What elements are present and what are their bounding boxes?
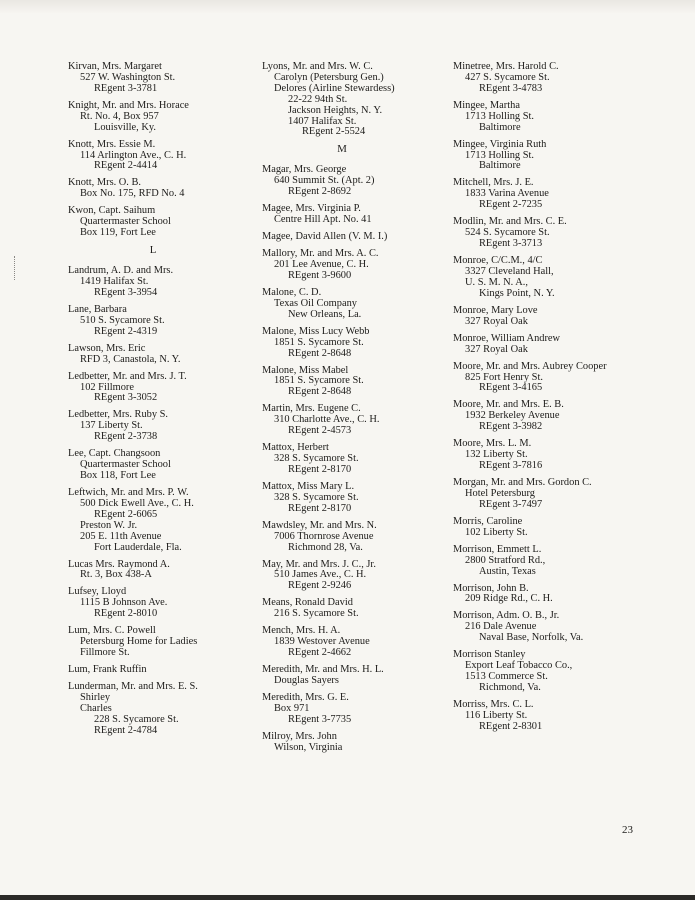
- entry-name: Mattox, Herbert: [262, 442, 329, 454]
- entry-detail-line: REgent 2-7235: [479, 199, 543, 211]
- entry-detail-line: 510 James Ave., C. H.: [274, 569, 367, 581]
- entry-detail-line: Box No. 175, RFD No. 4: [80, 188, 185, 200]
- entry-detail-line: 228 S. Sycamore St.: [94, 713, 179, 725]
- entry-name: Meredith, Mrs. G. E.: [262, 692, 349, 703]
- entry-detail-line: Louisville, Ky.: [94, 121, 156, 133]
- entry-detail-line: REgent 3-3954: [94, 286, 158, 298]
- directory-entry: [68, 206, 258, 239]
- entry-detail-line: REgent 3-4783: [479, 82, 543, 94]
- entry-detail-line: Carolyn (Petersburg Gen.): [274, 71, 384, 83]
- directory-entry: [68, 410, 258, 443]
- entry-detail-line: REgent 2-4319: [94, 325, 158, 337]
- directory-entry: [68, 344, 258, 366]
- directory-entry: [262, 521, 452, 554]
- entry-name: Mitchell, Mrs. J. E.: [453, 177, 534, 189]
- entry-detail-line: 1419 Halifax St.: [80, 275, 149, 287]
- entry-detail-line: REgent 2-8170: [288, 502, 352, 514]
- directory-entry: [453, 306, 653, 328]
- entry-detail-line: 1932 Berkeley Avenue: [465, 410, 560, 422]
- entry-name: Knott, Mrs. Essie M.: [68, 138, 156, 150]
- entry-detail-line: Richmond, Va.: [479, 682, 541, 693]
- entry-detail-line: 327 Royal Oak: [465, 343, 528, 355]
- entry-detail-line: REgent 2-4784: [94, 724, 158, 736]
- directory-entry: [68, 140, 258, 173]
- entry-name: Moore, Mr. and Mrs. E. B.: [453, 399, 564, 411]
- entry-detail-line: 327 Royal Oak: [465, 315, 528, 327]
- directory-entry: [453, 545, 653, 578]
- entry-name: Malone, Miss Mabel: [262, 364, 349, 376]
- directory-entry: [68, 626, 258, 659]
- directory-entry: [68, 266, 258, 299]
- entry-name: Magee, Mrs. Virginia P.: [262, 203, 361, 215]
- entry-name: Moore, Mr. and Mrs. Aubrey Cooper: [453, 360, 607, 372]
- entry-name: Mingee, Virginia Ruth: [453, 138, 547, 150]
- directory-entry: [68, 372, 258, 405]
- entry-detail-line: 1713 Holling St.: [465, 110, 534, 122]
- entry-detail-line: 1851 S. Sycamore St.: [274, 336, 364, 348]
- entry-detail-line: Preston W. Jr.: [80, 519, 138, 531]
- directory-entry: [453, 584, 653, 606]
- directory-entry: [68, 449, 258, 482]
- entry-name: Mattox, Miss Mary L.: [262, 480, 355, 492]
- directory-entry: [68, 101, 258, 134]
- entry-detail-line: REgent 3-7735: [288, 713, 352, 725]
- entry-name: Kwon, Capt. Saihum: [68, 205, 156, 217]
- entry-name: Morrison, Emmett L.: [453, 543, 542, 555]
- entry-name: Lufsey, Lloyd: [68, 586, 127, 598]
- directory-entry: [262, 204, 452, 226]
- scan-bottom-edge: [0, 895, 695, 900]
- entry-name: Ledbetter, Mr. and Mrs. J. T.: [68, 370, 187, 382]
- entry-detail-line: Shirley: [80, 692, 111, 703]
- entry-detail-line: Austin, Texas: [479, 565, 536, 577]
- directory-entry: [453, 62, 653, 95]
- entry-detail-line: REgent 2-5524: [302, 126, 366, 138]
- directory-entry: [262, 327, 452, 360]
- directory-entry: [453, 650, 653, 694]
- entry-name: Morris, Caroline: [453, 515, 523, 527]
- entry-detail-line: Box 118, Fort Lee: [80, 470, 156, 482]
- entry-detail-line: 132 Liberty St.: [465, 449, 528, 461]
- directory-entry: [262, 626, 452, 659]
- entry-detail-line: 216 Dale Avenue: [465, 621, 537, 633]
- entry-detail-line: Texas Oil Company: [274, 297, 357, 309]
- directory-entry: [453, 611, 653, 644]
- directory-entry: [453, 217, 653, 250]
- entry-name: Mallory, Mr. and Mrs. A. C.: [262, 248, 379, 260]
- entry-name: Mench, Mrs. H. A.: [262, 625, 341, 637]
- directory-entry: [68, 488, 258, 553]
- entry-name: Morrison, Adm. O. B., Jr.: [453, 610, 560, 622]
- entry-detail-line: 209 Ridge Rd., C. H.: [465, 593, 553, 605]
- scan-top-shading: [0, 0, 695, 14]
- entry-name: Lyons, Mr. and Mrs. W. C.: [262, 61, 373, 72]
- entry-name: Modlin, Mr. and Mrs. C. E.: [453, 216, 567, 228]
- entry-detail-line: 328 S. Sycamore St.: [274, 453, 359, 465]
- directory-entry: [68, 587, 258, 620]
- directory-entry: [453, 362, 653, 395]
- entry-detail-line: REgent 2-8648: [288, 347, 352, 359]
- entry-detail-line: Richmond 28, Va.: [288, 541, 363, 553]
- entry-detail-line: Petersburg Home for Ladies: [80, 636, 198, 648]
- entry-detail-line: Fillmore St.: [80, 647, 130, 659]
- entry-name: Lum, Mrs. C. Powell: [68, 625, 156, 637]
- directory-entry: [262, 560, 452, 593]
- entry-name: Malone, Miss Lucy Webb: [262, 325, 370, 337]
- entry-name: Magar, Mrs. George: [262, 164, 347, 176]
- entry-detail-line: 114 Arlington Ave., C. H.: [80, 149, 187, 161]
- entry-detail-line: 2800 Stratford Rd.,: [465, 554, 546, 566]
- entry-detail-line: 205 E. 11th Avenue: [80, 530, 162, 542]
- directory-entry: [453, 178, 653, 211]
- entry-name: Mawdsley, Mr. and Mrs. N.: [262, 519, 377, 531]
- page-number: 23: [622, 824, 633, 836]
- entry-detail-line: Jackson Heights, N. Y.: [288, 104, 383, 116]
- entry-name: Monroe, Mary Love: [453, 304, 538, 316]
- entry-name: Kirvan, Mrs. Margaret: [68, 61, 162, 72]
- entry-name: Ledbetter, Mrs. Ruby S.: [68, 409, 169, 421]
- margin-mark: [14, 256, 17, 280]
- entry-detail-line: 22-22 94th St.: [288, 93, 348, 105]
- entry-name: Minetree, Mrs. Harold C.: [453, 61, 559, 72]
- directory-entry: [68, 178, 258, 200]
- entry-detail-line: REgent 3-9600: [288, 269, 352, 281]
- directory-entry: [453, 101, 653, 134]
- entry-detail-line: 1839 Westover Avenue: [274, 636, 370, 648]
- entry-name: Lunderman, Mr. and Mrs. E. S.: [68, 681, 198, 693]
- entry-name: Lane, Barbara: [68, 303, 127, 315]
- entry-detail-line: REgent 3-3713: [479, 238, 543, 250]
- entry-name: Leftwich, Mr. and Mrs. P. W.: [68, 487, 189, 499]
- directory-entry: [68, 560, 258, 582]
- entry-name: Lawson, Mrs. Eric: [68, 342, 146, 354]
- entry-detail-line: Box 971: [274, 702, 310, 714]
- entry-detail-line: 1833 Varina Avenue: [465, 188, 549, 200]
- entry-detail-line: REgent 3-7497: [479, 498, 543, 510]
- directory-column-2: [262, 62, 452, 760]
- directory-entry: [262, 62, 452, 138]
- entry-detail-line: Hotel Petersburg: [465, 487, 535, 499]
- entry-detail-line: Fort Lauderdale, Fla.: [94, 541, 182, 553]
- entry-detail-line: Wilson, Virginia: [274, 741, 343, 753]
- entry-detail-line: Naval Base, Norfolk, Va.: [479, 632, 584, 644]
- entry-detail-line: Rt. 3, Box 438-A: [80, 569, 152, 581]
- entry-detail-line: 427 S. Sycamore St.: [465, 71, 550, 83]
- directory-entry: [262, 366, 452, 399]
- directory-entry: [453, 334, 653, 356]
- directory-column-1: [68, 62, 258, 743]
- entry-name: Milroy, Mrs. John: [262, 730, 337, 742]
- entry-detail-line: 102 Fillmore: [80, 381, 134, 393]
- entry-detail-line: 1407 Halifax St.: [288, 115, 357, 127]
- entry-detail-line: 201 Lee Avenue, C. H.: [274, 258, 369, 270]
- entry-name: Morriss, Mrs. C. L.: [453, 699, 534, 710]
- entry-detail-line: 640 Summit St. (Apt. 2): [274, 175, 375, 187]
- entry-detail-line: 116 Liberty St.: [465, 709, 528, 721]
- entry-detail-line: Baltimore: [479, 160, 521, 172]
- entry-detail-line: REgent 2-9246: [288, 580, 352, 592]
- entry-detail-line: 1513 Commerce St.: [465, 671, 548, 683]
- entry-detail-line: Box 119, Fort Lee: [80, 227, 156, 239]
- entry-detail-line: Charles: [80, 702, 112, 714]
- entry-detail-line: 1115 B Johnson Ave.: [80, 597, 168, 609]
- entry-detail-line: 137 Liberty St.: [80, 420, 143, 432]
- entry-detail-line: Delores (Airline Stewardess): [274, 82, 395, 94]
- entry-detail-line: REgent 2-4414: [94, 160, 158, 172]
- entry-name: Mingee, Martha: [453, 99, 520, 111]
- entry-detail-line: Baltimore: [479, 121, 521, 133]
- entry-name: Martin, Mrs. Eugene C.: [262, 403, 361, 415]
- entry-name: Magee, David Allen (V. M. I.): [262, 231, 388, 243]
- entry-detail-line: RFD 3, Canastola, N. Y.: [80, 353, 181, 365]
- entry-detail-line: REgent 2-4573: [288, 425, 352, 437]
- entry-detail-line: 7006 Thornrose Avenue: [274, 530, 374, 542]
- entry-name: Meredith, Mr. and Mrs. H. L.: [262, 664, 384, 676]
- directory-column-3: [453, 62, 653, 739]
- entry-detail-line: 102 Liberty St.: [465, 526, 528, 538]
- entry-detail-line: 3327 Cleveland Hall,: [465, 265, 554, 277]
- entry-detail-line: U. S. M. N. A.,: [465, 276, 528, 288]
- entry-detail-line: REgent 3-4165: [479, 382, 543, 394]
- directory-entry: [453, 140, 653, 173]
- entry-name: Monroe, William Andrew: [453, 332, 561, 344]
- entry-name: Morgan, Mr. and Mrs. Gordon C.: [453, 477, 592, 489]
- entry-detail-line: 310 Charlotte Ave., C. H.: [274, 414, 380, 426]
- entry-detail-line: REgent 3-7816: [479, 460, 543, 472]
- directory-entry: [262, 165, 452, 198]
- entry-detail-line: 1713 Holling St.: [465, 149, 534, 161]
- entry-detail-line: REgent 2-3738: [94, 431, 158, 443]
- directory-entry: [453, 439, 653, 472]
- directory-entry: [262, 288, 452, 321]
- entry-detail-line: Export Leaf Tobacco Co.,: [465, 660, 573, 672]
- directory-entry: [68, 62, 258, 95]
- entry-name: Knight, Mr. and Mrs. Horace: [68, 99, 189, 111]
- entry-detail-line: REgent 3-3052: [94, 392, 158, 404]
- entry-name: Lee, Capt. Changsoon: [68, 448, 161, 460]
- entry-detail-line: 524 S. Sycamore St.: [465, 227, 550, 239]
- entry-name: Landrum, A. D. and Mrs.: [68, 265, 174, 277]
- directory-entry: [262, 693, 452, 726]
- entry-name: Lum, Frank Ruffin: [68, 664, 147, 676]
- entry-detail-line: REgent 2-8010: [94, 608, 158, 620]
- directory-entry: [453, 700, 653, 733]
- entry-name: Malone, C. D.: [262, 286, 322, 298]
- entry-detail-line: Quartermaster School: [80, 216, 171, 228]
- entry-name: Lucas Mrs. Raymond A.: [68, 558, 170, 570]
- entry-detail-line: Rt. No. 4, Box 957: [80, 110, 159, 122]
- directory-entry: [262, 732, 452, 754]
- entry-detail-line: REgent 2-4662: [288, 647, 352, 659]
- entry-detail-line: Quartermaster School: [80, 459, 171, 471]
- directory-entry: [453, 517, 653, 539]
- entry-detail-line: 216 S. Sycamore St.: [274, 608, 359, 620]
- entry-detail-line: Douglas Sayers: [274, 675, 339, 686]
- directory-entry: [262, 249, 452, 282]
- entry-detail-line: REgent 2-8170: [288, 463, 352, 475]
- entry-detail-line: REgent 2-8301: [479, 720, 543, 732]
- entry-detail-line: New Orleans, La.: [288, 308, 362, 320]
- entry-detail-line: 825 Fort Henry St.: [465, 371, 543, 383]
- directory-entry: [262, 404, 452, 437]
- entry-name: Morrison, John B.: [453, 582, 529, 594]
- entry-name: Monroe, C/C.M., 4/C: [453, 255, 543, 267]
- entry-detail-line: 500 Dick Ewell Ave., C. H.: [80, 497, 194, 509]
- entry-detail-line: REgent 2-8648: [288, 386, 352, 398]
- entry-name: Moore, Mrs. L. M.: [453, 438, 532, 450]
- directory-entry: [68, 665, 258, 676]
- directory-entry: [262, 443, 452, 476]
- section-letter-heading: L: [149, 244, 157, 257]
- entry-name: Knott, Mrs. O. B.: [68, 177, 142, 189]
- directory-entry: [262, 232, 452, 243]
- directory-entry: [453, 400, 653, 433]
- entry-detail-line: REgent 3-3781: [94, 82, 158, 94]
- entry-detail-line: Kings Point, N. Y.: [479, 287, 555, 299]
- directory-entry: [453, 478, 653, 511]
- entry-detail-line: REgent 3-3982: [479, 421, 543, 433]
- entry-detail-line: REgent 2-8692: [288, 186, 352, 198]
- entry-detail-line: Centre Hill Apt. No. 41: [274, 214, 372, 226]
- entry-detail-line: 510 S. Sycamore St.: [80, 314, 165, 326]
- entry-name: Means, Ronald David: [262, 597, 353, 609]
- entry-detail-line: REgent 2-6065: [94, 508, 158, 520]
- entry-name: Morrison Stanley: [453, 649, 526, 661]
- entry-name: May, Mr. and Mrs. J. C., Jr.: [262, 558, 376, 570]
- entry-detail-line: 1851 S. Sycamore St.: [274, 375, 364, 387]
- directory-entry: [68, 305, 258, 338]
- entry-detail-line: 328 S. Sycamore St.: [274, 491, 359, 503]
- directory-entry: [262, 482, 452, 515]
- entry-detail-line: 527 W. Washington St.: [80, 71, 176, 83]
- directory-entry: [453, 256, 653, 300]
- directory-entry: [68, 682, 258, 737]
- directory-entry: [262, 598, 452, 620]
- section-letter-heading: M: [337, 143, 347, 156]
- directory-entry: [262, 665, 452, 687]
